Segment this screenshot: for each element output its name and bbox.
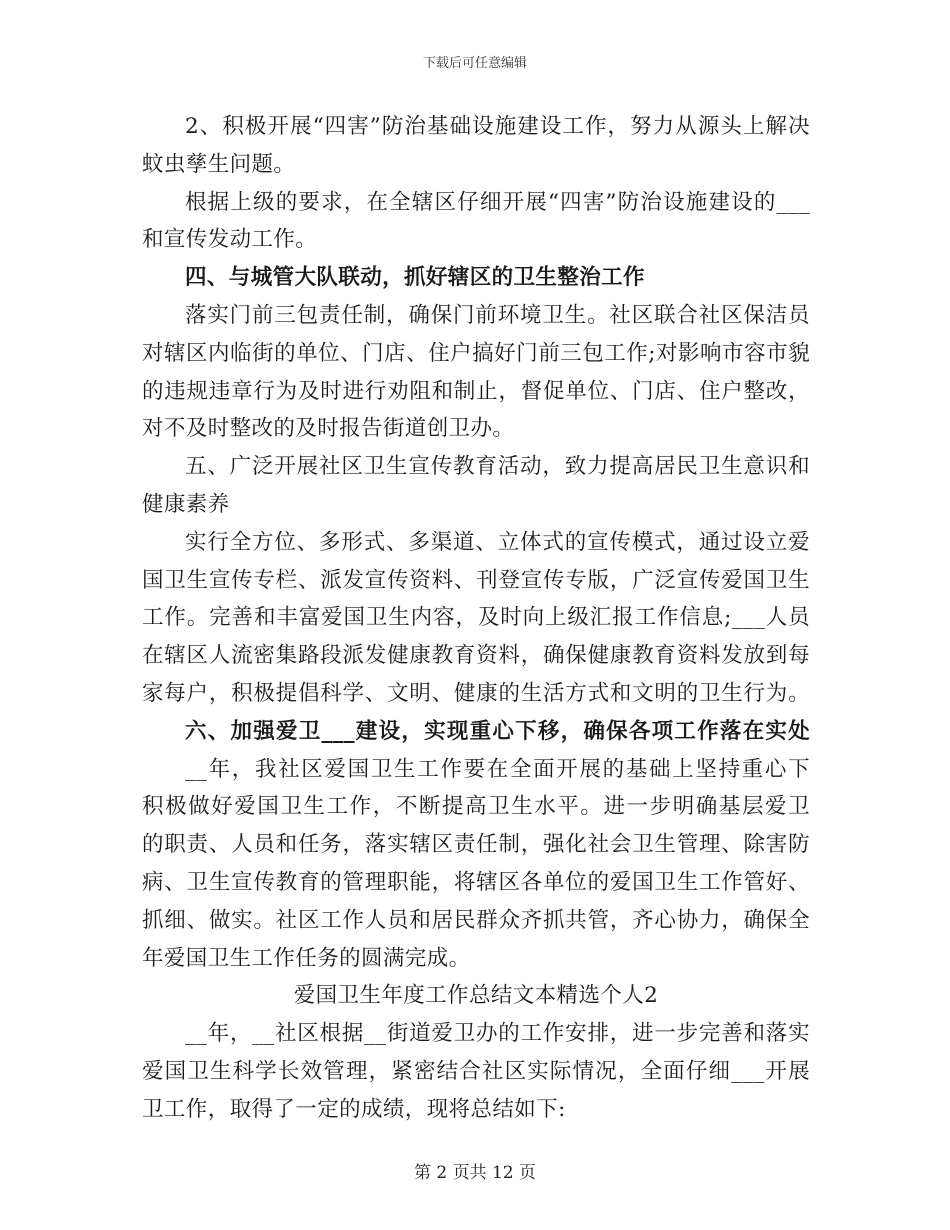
paragraph-line: 卫工作，取得了一定的成绩，现将总结如下: — [142, 1096, 566, 1122]
paragraph-line: 的职责、人员和任务，落实辖区责任制，强化社会卫生管理、除害防 — [142, 832, 810, 858]
paragraph-line: 工作。完善和丰富爱国卫生内容，及时向上级汇报工作信息;___人员 — [142, 605, 810, 631]
paragraph-line: 根据上级的要求，在全辖区仔细开展“四害”防治设施建设的___ — [185, 189, 810, 215]
paragraph-line: 年爱国卫生工作任务的圆满完成。 — [142, 945, 471, 971]
section-heading: 四、与城管大队联动，抓好辖区的卫生整治工作 — [185, 265, 645, 291]
section-heading: 六、加强爱卫___建设，实现重心下移，确保各项工作落在实处 — [185, 718, 810, 744]
paragraph-line: 爱国卫生科学长效管理，紧密结合社区实际情况，全面仔细___开展 — [142, 1058, 810, 1084]
paragraph-line: 蚊虫孳生问题。 — [142, 151, 296, 177]
document-title: 爱国卫生年度工作总结文本精选个人2 — [293, 983, 659, 1009]
section-heading: 健康素养 — [142, 491, 230, 517]
paragraph-line: 的违规违章行为及时进行劝阻和制止，督促单位、门店、住户整改， — [142, 378, 810, 404]
paragraph-line: 家每户，积极提倡科学、文明、健康的生活方式和文明的卫生行为。 — [142, 680, 810, 706]
paragraph-line: 实行全方位、多形式、多渠道、立体式的宣传模式，通过设立爱 — [185, 529, 810, 555]
page-number: 第 2 页共 12 页 — [413, 1163, 537, 1183]
paragraph-line: 国卫生宣传专栏、派发宣传资料、刊登宣传专版，广泛宣传爱国卫生 — [142, 567, 810, 593]
paragraph-line: __年，我社区爱国卫生工作要在全面开展的基础上坚持重心下 — [185, 756, 810, 782]
paragraph-line: 和宣传发动工作。 — [142, 227, 318, 253]
paragraph-line: 落实门前三包责任制，确保门前环境卫生。社区联合社区保洁员 — [185, 302, 810, 328]
paragraph-line: 积极做好爱国卫生工作，不断提高卫生水平。进一步明确基层爱卫 — [142, 794, 810, 820]
paragraph-line: 对辖区内临街的单位、门店、住户搞好门前三包工作;对影响市容市貌 — [142, 340, 810, 366]
paragraph-line: 病、卫生宣传教育的管理职能，将辖区各单位的爱国卫生工作管好、 — [142, 869, 810, 895]
document-body — [142, 108, 810, 1129]
page-header: 下载后可任意编辑 — [422, 56, 527, 71]
paragraph-line: __年，__社区根据__街道爱卫办的工作安排，进一步完善和落实 — [185, 1021, 810, 1047]
paragraph-line: 2、积极开展“四害”防治基础设施建设工作，努力从源头上解决 — [185, 114, 810, 139]
paragraph-line: 抓细、做实。社区工作人员和居民群众齐抓共管，齐心协力，确保全 — [142, 907, 810, 933]
section-heading: 五、广泛开展社区卫生宣传教育活动，致力提高居民卫生意识和 — [185, 454, 810, 480]
paragraph-line: 对不及时整改的及时报告街道创卫办。 — [142, 416, 515, 442]
paragraph-line: 在辖区人流密集路段派发健康教育资料，确保健康教育资料发放到每 — [142, 643, 810, 669]
